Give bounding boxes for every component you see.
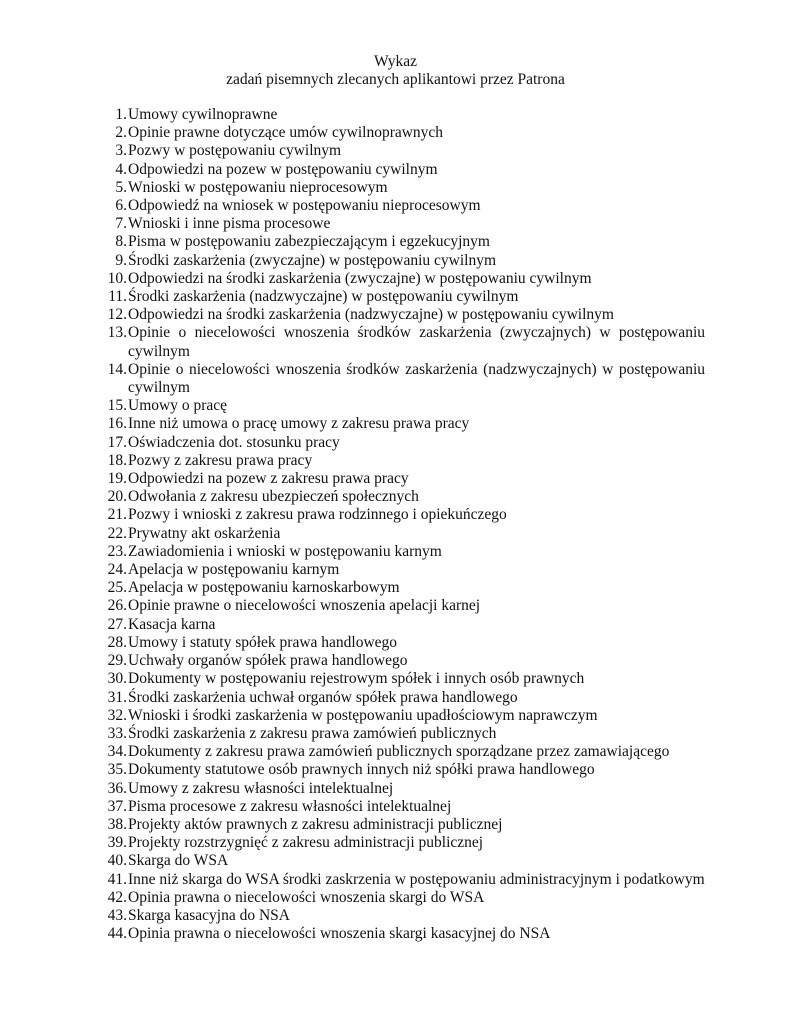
list-item-number: 44. bbox=[107, 925, 127, 943]
list-item bbox=[100, 743, 705, 761]
list-item bbox=[100, 780, 705, 798]
list-item-number: 17. bbox=[107, 433, 127, 451]
list-item-text: Wnioski w postępowaniu nieprocesowym bbox=[128, 178, 388, 196]
list-item bbox=[100, 161, 705, 179]
list-item bbox=[100, 707, 705, 725]
list-item bbox=[100, 106, 705, 124]
list-item-number: 6. bbox=[115, 197, 127, 215]
list-item-number: 8. bbox=[115, 233, 127, 251]
list-item-text: Apelacja w postępowaniu karnoskarbowym bbox=[128, 579, 400, 597]
list-item-number: 27. bbox=[107, 615, 127, 633]
list-item-number: 2. bbox=[115, 124, 127, 142]
list-item-text: Kasacja karna bbox=[128, 615, 216, 633]
list-item-text: Skarga do WSA bbox=[128, 852, 229, 870]
list-item-text: Inne niż umowa o pracę umowy z zakresu prawa pracy bbox=[128, 415, 470, 433]
list-item-number: 3. bbox=[115, 142, 127, 160]
list-item bbox=[100, 761, 705, 779]
list-item bbox=[100, 525, 705, 543]
list-item bbox=[100, 270, 705, 288]
list-item-number: 25. bbox=[107, 579, 127, 597]
list-item bbox=[100, 889, 705, 907]
list-item-text: Dokumenty w postępowaniu rejestrowym spółek i innych osób prawnych bbox=[128, 670, 585, 688]
list-item bbox=[100, 561, 705, 579]
list-item-text: Opinia prawna o niecelowości wnoszenia skargi do WSA bbox=[128, 888, 485, 906]
list-item-number: 39. bbox=[107, 834, 127, 852]
list-item-text: Pozwy z zakresu prawa pracy bbox=[128, 451, 313, 469]
list-item-number: 42. bbox=[107, 888, 127, 906]
list-item-number: 43. bbox=[107, 906, 127, 924]
list-item-text: Opinie o niecelowości wnoszenia środków zaskarżenia (nadzwyczajnych) w postępowaniu cywilnym bbox=[128, 360, 705, 397]
list-item bbox=[100, 488, 705, 506]
list-item-number: 12. bbox=[107, 306, 127, 324]
list-item-text: Prywatny akt oskarżenia bbox=[128, 524, 281, 542]
list-item-text: Odpowiedź na wniosek w postępowaniu nieprocesowym bbox=[128, 197, 481, 215]
list-item-number: 22. bbox=[107, 524, 127, 542]
list-item-text: Pozwy w postępowaniu cywilnym bbox=[128, 142, 342, 160]
list-item-number: 36. bbox=[107, 779, 127, 797]
list-item bbox=[100, 288, 705, 306]
list-item-text: Inne niż skarga do WSA środki zaskrzenia w postępowaniu administracyjnym i podatkowym bbox=[128, 870, 705, 888]
list-item bbox=[100, 689, 705, 707]
list-item-text: Środki zaskarżenia (zwyczajne) w postępowaniu cywilnym bbox=[128, 251, 496, 269]
list-item bbox=[100, 907, 705, 925]
list-item-number: 19. bbox=[107, 470, 127, 488]
list-item-text: Wnioski i środki zaskarżenia w postępowaniu upadłościowym naprawczym bbox=[128, 706, 598, 724]
list-item-number: 21. bbox=[107, 506, 127, 524]
list-item-number: 5. bbox=[115, 178, 127, 196]
list-item-text: Projekty aktów prawnych z zakresu administracji publicznej bbox=[128, 815, 503, 833]
list-item-number: 9. bbox=[115, 251, 127, 269]
list-item bbox=[100, 252, 705, 270]
list-item-number: 7. bbox=[115, 215, 127, 233]
list-item bbox=[100, 179, 705, 197]
list-item-number: 31. bbox=[107, 688, 127, 706]
list-item bbox=[100, 470, 705, 488]
list-item-text: Oświadczenia dot. stosunku pracy bbox=[128, 433, 340, 451]
list-item-number: 37. bbox=[107, 797, 127, 815]
list-item-number: 18. bbox=[107, 451, 127, 469]
list-item bbox=[100, 634, 705, 652]
list-item-text: Dokumenty z zakresu prawa zamówień publicznych sporządzane przez zamawiającego bbox=[128, 743, 670, 761]
list-item bbox=[100, 233, 705, 251]
list-item-text: Opinie prawne o niecelowości wnoszenia apelacji karnej bbox=[128, 597, 481, 615]
list-item-number: 13. bbox=[107, 324, 127, 342]
list-item-number: 23. bbox=[107, 542, 127, 560]
list-item bbox=[100, 597, 705, 615]
list-item bbox=[100, 415, 705, 433]
list-item bbox=[100, 834, 705, 852]
list-item-number: 20. bbox=[107, 488, 127, 506]
document-title: Wykaz bbox=[374, 53, 417, 70]
list-item-number: 11. bbox=[108, 288, 127, 306]
list-item-text: Pisma w postępowaniu zabezpieczającym i egzekucyjnym bbox=[128, 233, 490, 251]
list-item-number: 38. bbox=[107, 815, 127, 833]
list-item-number: 35. bbox=[107, 761, 127, 779]
list-item-number: 34. bbox=[107, 743, 127, 761]
list-item-number: 1. bbox=[115, 106, 127, 123]
list-item-number: 41. bbox=[107, 870, 127, 888]
list-item-text: Środki zaskarżenia (nadzwyczajne) w postępowaniu cywilnym bbox=[128, 288, 519, 306]
list-item bbox=[100, 197, 705, 215]
list-item-number: 26. bbox=[107, 597, 127, 615]
list-item-text: Pisma procesowe z zakresu własności intelektualnej bbox=[128, 797, 452, 815]
list-item-text: Odpowiedzi na pozew z zakresu prawa pracy bbox=[128, 470, 409, 488]
list-item bbox=[100, 579, 705, 597]
list-item-text: Opinie o niecelowości wnoszenia środków zaskarżenia (zwyczajnych) w postępowaniu cywilnym bbox=[128, 324, 705, 360]
list-item-text: Zawiadomienia i wnioski w postępowaniu karnym bbox=[128, 542, 442, 560]
list-item bbox=[100, 324, 705, 360]
list-item bbox=[100, 142, 705, 160]
list-item bbox=[100, 652, 705, 670]
list-item-text: Projekty rozstrzygnięć z zakresu administracji publicznej bbox=[128, 834, 484, 852]
list-item bbox=[100, 361, 705, 397]
list-item-text: Umowy cywilnoprawne bbox=[128, 106, 278, 123]
list-item-number: 30. bbox=[107, 670, 127, 688]
list-item-number: 10. bbox=[107, 269, 127, 287]
list-item-text: Umowy z zakresu własności intelektualnej bbox=[128, 779, 394, 797]
list-item-number: 33. bbox=[107, 724, 127, 742]
list-item-text: Umowy o pracę bbox=[128, 397, 227, 415]
list-item bbox=[100, 871, 705, 889]
list-item bbox=[100, 215, 705, 233]
list-item-text: Środki zaskarżenia uchwał organów spółek prawa handlowego bbox=[128, 688, 518, 706]
list-item bbox=[100, 506, 705, 524]
list-item-number: 28. bbox=[107, 633, 127, 651]
list-item-number: 32. bbox=[107, 706, 127, 724]
list-item bbox=[100, 306, 705, 324]
list-item-text: Apelacja w postępowaniu karnym bbox=[128, 561, 340, 579]
document-subtitle: zadań pisemnych zlecanych aplikantowi przez Patrona bbox=[226, 71, 565, 88]
list-item-number: 40. bbox=[107, 852, 127, 870]
list-item-text: Dokumenty statutowe osób prawnych innych niż spółki prawa handlowego bbox=[128, 761, 595, 779]
list-item-text: Skarga kasacyjna do NSA bbox=[128, 906, 291, 924]
list-item bbox=[100, 124, 705, 142]
list-item-number: 24. bbox=[107, 561, 127, 579]
list-item bbox=[100, 543, 705, 561]
list-item-text: Odpowiedzi na środki zaskarżenia (zwyczajne) w postępowaniu cywilnym bbox=[128, 269, 592, 287]
list-item bbox=[100, 816, 705, 834]
list-item bbox=[100, 725, 705, 743]
list-item-number: 14. bbox=[107, 360, 127, 378]
list-item bbox=[100, 397, 705, 415]
list-item-text: Opinia prawna o niecelowości wnoszenia skargi kasacyjnej do NSA bbox=[128, 925, 551, 943]
list-item bbox=[100, 925, 705, 943]
list-item-text: Pozwy i wnioski z zakresu prawa rodzinnego i opiekuńczego bbox=[128, 506, 507, 524]
list-item-number: 29. bbox=[107, 652, 127, 670]
list-item-text: Odpowiedzi na środki zaskarżenia (nadzwyczajne) w postępowaniu cywilnym bbox=[128, 306, 614, 324]
list-item-number: 15. bbox=[107, 397, 127, 415]
list-item-text: Środki zaskarżenia z zakresu prawa zamówień publicznych bbox=[128, 724, 497, 742]
list-item-number: 16. bbox=[107, 415, 127, 433]
list-item-text: Umowy i statuty spółek prawa handlowego bbox=[128, 633, 398, 651]
list-item-text: Odwołania z zakresu ubezpieczeń społecznych bbox=[128, 488, 419, 506]
list-item bbox=[100, 452, 705, 470]
list-item bbox=[100, 798, 705, 816]
list-item bbox=[100, 434, 705, 452]
list-item-text: Odpowiedzi na pozew w postępowaniu cywilnym bbox=[128, 160, 438, 178]
list-item-text: Uchwały organów spółek prawa handlowego bbox=[128, 652, 408, 670]
list-item bbox=[100, 670, 705, 688]
list-item bbox=[100, 852, 705, 870]
list-item-text: Wnioski i inne pisma procesowe bbox=[128, 215, 331, 233]
list-item-text: Opinie prawne dotyczące umów cywilnoprawnych bbox=[128, 124, 444, 142]
task-list bbox=[100, 106, 705, 943]
list-item bbox=[100, 616, 705, 634]
list-item-number: 4. bbox=[115, 160, 127, 178]
